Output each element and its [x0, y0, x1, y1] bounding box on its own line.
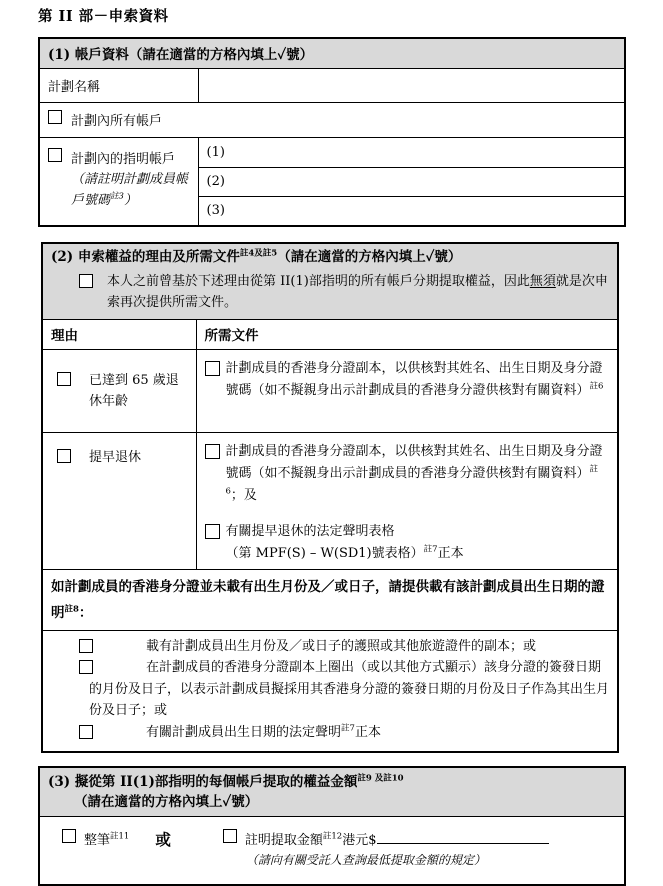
account-number-label-1: (1) [206, 144, 225, 160]
doc-hkid-copy-checkbox-2[interactable] [205, 444, 220, 459]
scheme-name-input[interactable] [198, 68, 625, 102]
footnote-marker-12: 註12 [322, 831, 343, 842]
dob-proof-note [42, 569, 618, 630]
specify-amount-option [223, 829, 550, 868]
doc-statutory-declaration-line2-end: 正本 [437, 545, 464, 561]
doc-early-retirement-cell [196, 432, 618, 569]
account-number-label-2: (2) [206, 174, 225, 189]
dob-option-circle-issue-date-checkbox[interactable] [79, 660, 93, 674]
account-number-row-1 [199, 138, 625, 167]
section3-header-line1 [48, 772, 616, 792]
min-amount-note: （請向有關受託人查詢最低提取金額的規定） [245, 853, 486, 867]
or-label: 或 [155, 830, 171, 849]
all-accounts-checkbox[interactable] [48, 110, 62, 124]
reason-65-cell [42, 349, 196, 432]
footnote-marker-7b: 註7 [341, 723, 355, 734]
section1-account-info-table [38, 37, 626, 227]
account-number-input-3[interactable] [235, 201, 616, 221]
currency-label: 港元$ [342, 833, 377, 848]
dob-proof-note-colon: ： [78, 604, 93, 621]
previous-claim-checkbox[interactable] [79, 274, 93, 288]
page-title: 第 II 部－申索資料 [38, 8, 169, 25]
dob-option-circle-issue-date-text: 在計劃成員的香港身分證副本上圈出（或以其他方式顯示）該身分證的簽發日期的月份及日子，以表示計劃成員擬採用其香港身分證的簽發日期的月份及日子作為其出生月份及日子；或 [89, 660, 610, 718]
doc-hkid-copy-checkbox[interactable] [205, 361, 220, 376]
dob-proof-options [42, 630, 618, 752]
specify-amount-checkbox[interactable] [223, 829, 237, 843]
section3-header-line2: （請在適當的方格內填上✓號） [74, 794, 259, 810]
section1-header [39, 38, 625, 68]
account-number-row-2 [199, 167, 625, 196]
dob-option-passport-checkbox[interactable] [79, 639, 93, 653]
footnote-marker-4-5: 註4及註5 [239, 248, 278, 258]
doc-hkid-copy-text-2: 計劃成員的香港身分證副本，以供核對其姓名、出生日期及身分證號碼（如不擬親身出示計劃成員的香港身分證供核對有關資料） [225, 443, 603, 481]
account-number-row-3 [199, 196, 625, 225]
footnote-marker-3: 註3 [110, 191, 124, 202]
previous-claim-text-end: 就是次申索再次提供所需文件。 [107, 273, 608, 310]
specified-accounts-cell [39, 137, 198, 226]
account-number-list [198, 137, 625, 226]
doc-hkid-copy-text-2-end: ；及 [230, 487, 257, 503]
dob-proof-note-text: 如計劃成員的香港身分證並未載有出生月份及／或日子，請提供載有該計劃成員出生日期的證明 [51, 578, 605, 621]
section3-header [39, 767, 625, 817]
dob-option-passport-text: 載有計劃成員出生月份及／或日子的護照或其他旅遊證件的副本；或 [146, 638, 537, 654]
dob-option-statutory-declaration-end: 正本 [354, 724, 381, 740]
section2-header-text: (2) 申索權益的理由及所需文件 [51, 248, 240, 265]
section3-header-text: (3) 擬從第 II(1)部指明的每個帳戶提取的權益金額 [48, 774, 358, 790]
previous-claim-underlined-text: 無須 [529, 273, 556, 289]
specified-accounts-note [48, 169, 190, 211]
section3-body [39, 817, 625, 885]
specify-amount-label: 註明提取金額$^{註12}$港元$ [245, 829, 550, 848]
dob-option-statutory-declaration-text: 有關計劃成員出生日期的法定聲明 [146, 724, 342, 740]
section2-header-line [51, 247, 609, 268]
footnote-marker-7: 註7 [423, 544, 438, 555]
doc-hkid-copy-row [205, 358, 610, 402]
footnote-marker-8: 註8 [64, 604, 79, 614]
all-accounts-row [39, 102, 625, 137]
specified-accounts-note-close: ） [123, 192, 137, 208]
reason-65-checkbox[interactable] [57, 372, 71, 386]
reason-early-retirement-label: 提早退休 [89, 449, 142, 465]
doc-65-cell [196, 349, 618, 432]
doc-hkid-copy-text: 計劃成員的香港身分證副本，以供核對其姓名、出生日期及身分證號碼（如不擬親身出示計劃成員的香港身分證供核對有關資料） [225, 360, 603, 398]
footnote-marker-6: 註6 [589, 381, 604, 392]
lump-sum-label: 整筆$^{註11}$ [84, 831, 130, 848]
column-header-documents: 所需文件 [196, 319, 618, 349]
reason-65-label: 已達到 65 歲退休年齡 [89, 372, 179, 409]
section2-header [42, 243, 618, 320]
account-number-input-1[interactable] [235, 142, 616, 162]
doc-statutory-declaration-row [205, 521, 610, 565]
dob-option-statutory-declaration-checkbox[interactable] [79, 725, 93, 739]
scheme-name-label: 計劃名稱 [39, 68, 198, 102]
doc-hkid-copy-row-2 [205, 441, 610, 507]
specified-accounts-label: 計劃內的指明帳戶 [71, 151, 176, 167]
previous-claim-text: 本人之前曾基於下述理由從第 II(1)部指明的所有帳戶分期提取權益，因此 [107, 273, 530, 289]
column-header-reason: 理由 [42, 319, 196, 349]
specified-accounts-note-text: （請註明計劃成員帳戶號碼 [71, 171, 189, 208]
doc-statutory-declaration-line1: 有關提早退休的法定聲明表格 [225, 523, 395, 539]
section2-claim-reason-table [41, 242, 619, 754]
footnote-marker-11: 註11 [110, 831, 130, 842]
account-number-label-3: (3) [206, 203, 225, 218]
reason-early-retirement-cell [42, 432, 196, 569]
section3-withdrawal-amount-table [38, 766, 626, 886]
section1-header-text: (1) 帳戶資料（請在適當的方格內填上✓號） [48, 47, 314, 64]
all-accounts-label: 計劃內所有帳戶 [71, 114, 163, 129]
previous-claim-row [51, 271, 609, 313]
account-number-input-2[interactable] [235, 172, 616, 192]
specified-accounts-checkbox[interactable] [48, 148, 62, 162]
dob-option-circle-issue-date [51, 657, 609, 722]
lump-sum-checkbox[interactable] [62, 829, 76, 843]
section2-header-tick-note: （請在適當的方格內填上✓號） [277, 248, 462, 265]
dob-option-statutory-declaration [51, 722, 609, 744]
dob-option-passport [51, 636, 609, 658]
doc-statutory-declaration-checkbox[interactable] [205, 524, 220, 539]
lump-sum-option [62, 829, 129, 848]
reason-early-retirement-checkbox[interactable] [57, 449, 71, 463]
footnote-marker-6b: 註6 [225, 464, 599, 497]
footnote-marker-9-10: 註9 及註10 [357, 773, 404, 784]
doc-statutory-declaration-line2: （第 MPF(S) – W(SD1)號表格） [225, 545, 424, 561]
